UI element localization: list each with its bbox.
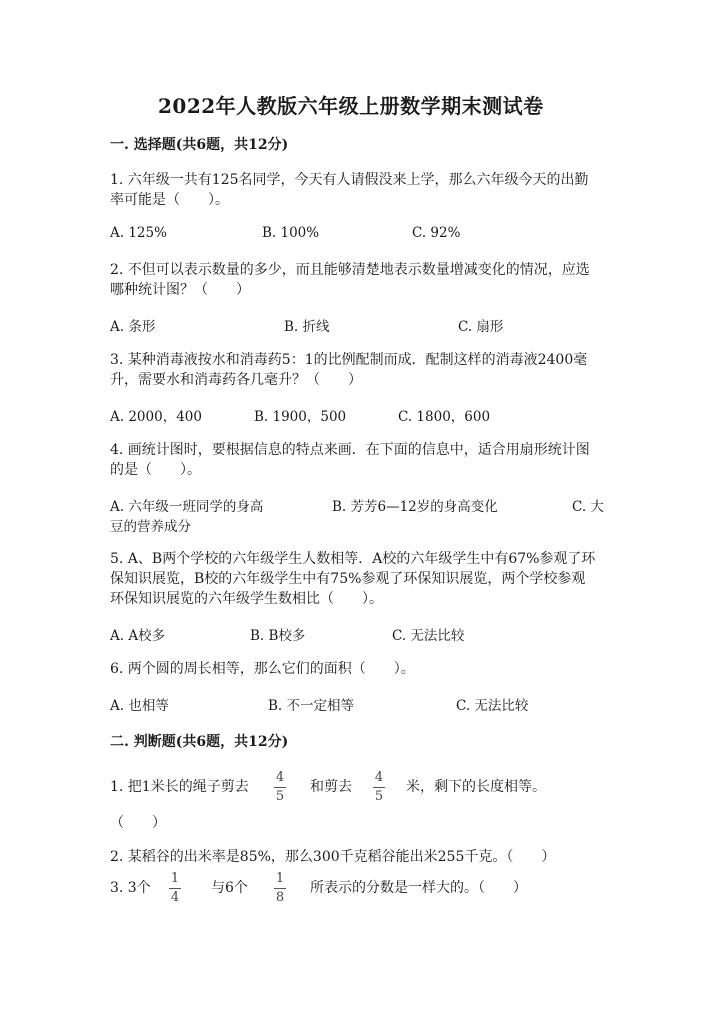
question-2-option-b: B. 折线 <box>284 319 330 335</box>
question-4-line-2: 的是（ ）。 <box>110 462 201 478</box>
question-2-option-a: A. 条形 <box>110 319 156 335</box>
question-1-line-1: 1. 六年级一共有125名同学，今天有人请假没来上学，那么六年级今天的出勤 <box>110 172 589 188</box>
question-2-line-2: 哪种统计图？（ ） <box>110 282 250 298</box>
question-4-option-a: A. 六年级一班同学的身高 <box>110 499 264 515</box>
question-5-option-c: C. 无法比较 <box>392 628 465 644</box>
question-1-option-c: C. 92% <box>412 225 461 241</box>
fraction-bar <box>169 888 181 889</box>
question-6-option-b: B. 不一定相等 <box>268 698 355 714</box>
judge-1-text-a: 1. 把1米长的绳子剪去 <box>110 779 249 795</box>
question-4-option-c-continued: 豆的营养成分 <box>110 519 191 535</box>
fraction-denominator: 8 <box>275 890 285 905</box>
question-1-line-2: 率可能是（ ）。 <box>110 192 229 208</box>
question-1-option-b: B. 100% <box>262 225 320 241</box>
judge-2-text: 2. 某稻谷的出米率是85%，那么300千克稻谷能出米255千克。（ ） <box>110 849 556 865</box>
question-6-line-1: 6. 两个圆的周长相等，那么它们的面积（ ）。 <box>110 661 415 677</box>
judge-1-fraction-1 <box>274 771 286 804</box>
judge-1-text-c: 米，剩下的长度相等。 <box>406 779 546 795</box>
question-3-line-2: 升，需要水和消毒药各几毫升？（ ） <box>110 372 362 388</box>
question-3-option-b: B. 1900，500 <box>254 409 347 425</box>
judge-3-text-a: 3. 3个 <box>110 880 151 896</box>
question-4-line-1: 4. 画统计图时，要根据信息的特点来画．在下面的信息中，适合用扇形统计图 <box>110 442 590 458</box>
question-3-option-c: C. 1800，600 <box>398 409 491 425</box>
fraction-numerator: 4 <box>275 770 285 785</box>
fraction-bar <box>274 888 286 889</box>
page-title: 2022年人教版六年级上册数学期末测试卷 <box>158 94 544 118</box>
fraction-numerator: 1 <box>275 871 285 886</box>
section-1-heading: 一. 选择题(共6题，共12分) <box>110 137 289 153</box>
judge-1-text-b: 和剪去 <box>310 779 352 795</box>
fraction-numerator: 4 <box>374 770 384 785</box>
judge-3-fraction-1 <box>169 872 181 905</box>
question-5-line-3: 环保知识展览的六年级学生数相比（ ）。 <box>110 591 383 607</box>
section-2-heading: 二. 判断题(共6题，共12分) <box>110 734 289 750</box>
judge-3-text-c: 所表示的分数是一样大的。（ ） <box>310 880 527 896</box>
fraction-denominator: 5 <box>374 789 384 804</box>
question-3-option-a: A. 2000，400 <box>110 409 202 425</box>
question-4-option-c: C. 大 <box>572 499 604 515</box>
question-5-line-1: 5. A、B两个学校的六年级学生人数相等．A校的六年级学生中有67%参观了环 <box>110 551 596 567</box>
question-5-line-2: 保知识展览，B校的六年级学生中有75%参观了环保知识展览，两个学校参观 <box>110 571 586 587</box>
question-1-option-a: A. 125% <box>110 225 167 241</box>
fraction-denominator: 4 <box>170 890 180 905</box>
fraction-numerator: 1 <box>170 871 180 886</box>
question-2-option-c: C. 扇形 <box>458 319 504 335</box>
fraction-bar <box>373 787 385 788</box>
question-6-option-a: A. 也相等 <box>110 698 169 714</box>
question-5-option-b: B. B校多 <box>250 628 306 644</box>
question-2-line-1: 2. 不但可以表示数量的多少，而且能够清楚地表示数量增减变化的情况，应选 <box>110 262 590 278</box>
fraction-bar <box>274 787 286 788</box>
judge-1-answer-paren: （ ） <box>110 815 166 831</box>
judge-3-text-b: 与6个 <box>211 880 248 896</box>
question-4-option-b: B. 芳芳6—12岁的身高变化 <box>332 499 498 515</box>
question-5-option-a: A. A校多 <box>110 628 166 644</box>
question-3-line-1: 3. 某种消毒液按水和消毒药5：1的比例配制而成．配制这样的消毒液2400毫 <box>110 352 588 368</box>
judge-1-fraction-2 <box>373 771 385 804</box>
judge-3-fraction-2 <box>274 872 286 905</box>
question-6-option-c: C. 无法比较 <box>456 698 529 714</box>
fraction-denominator: 5 <box>275 789 285 804</box>
